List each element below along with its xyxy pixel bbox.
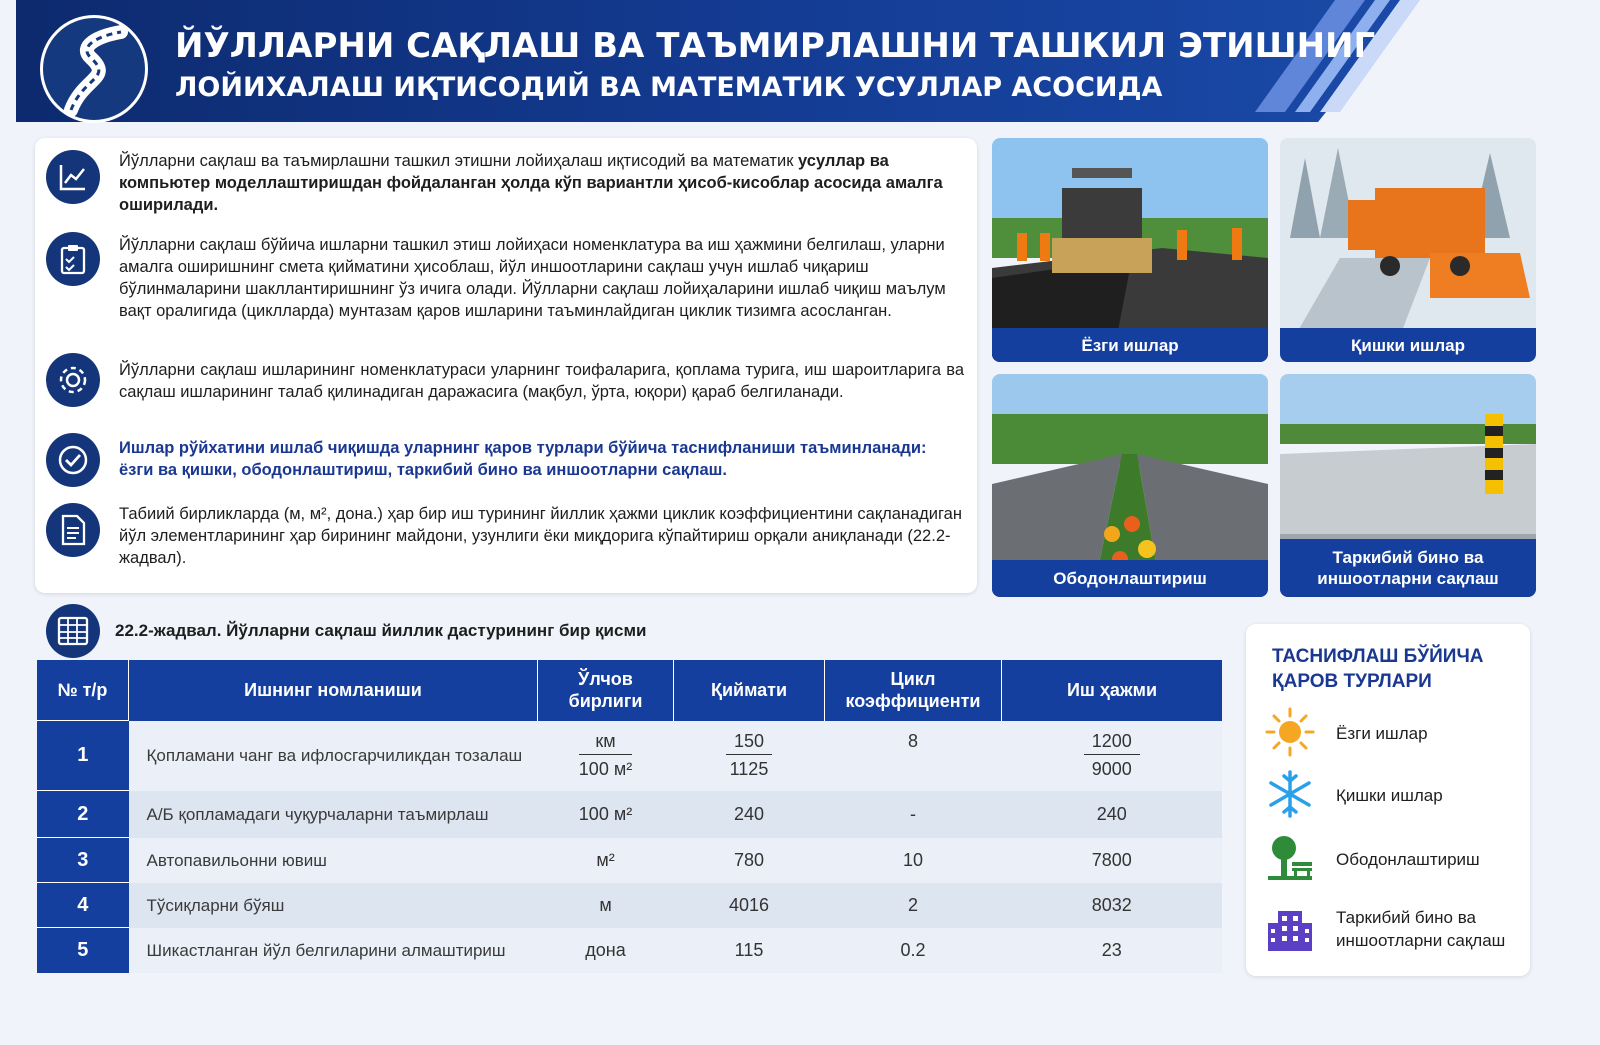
clipboard-check-icon	[46, 232, 100, 286]
volume-top: 1200	[1084, 731, 1140, 755]
row-coef: 8	[825, 721, 1002, 791]
table-row	[37, 721, 1222, 791]
row-unit	[538, 721, 674, 791]
photo-caption-landscaping: Ободонлаштириш	[992, 560, 1268, 597]
legend-item-structures: Таркибий бино ва иншоотларни сақлаш	[1336, 908, 1506, 950]
building-icon	[1264, 903, 1316, 955]
row-unit: м²	[538, 838, 674, 883]
row-unit: 100 м²	[538, 791, 674, 838]
row-volume: 7800	[1002, 838, 1223, 883]
legend-title: ТАСНИФЛАШ БЎЙИЧА ҚАРОВ ТУРЛАРИ	[1272, 646, 1484, 692]
table-row	[37, 838, 1222, 883]
volume-bottom: 9000	[1091, 759, 1132, 779]
col-number: № т/р	[37, 660, 129, 721]
gear-icon	[46, 353, 100, 407]
road-logo-icon	[40, 15, 148, 123]
row-number: 5	[37, 928, 129, 973]
col-value: Қиймати	[674, 660, 825, 721]
asphalt-paver-photo	[992, 138, 1268, 362]
col-work-name: Ишнинг номланиши	[129, 660, 538, 721]
table-row	[37, 883, 1222, 928]
row-coef: 0.2	[825, 928, 1002, 973]
row-volume: 240	[1002, 791, 1223, 838]
legend-item-winter: Қишки ишлар	[1336, 786, 1443, 805]
snow-plow-photo	[1280, 138, 1536, 362]
row-work-name: Қопламани чанг ва ифлосгарчиликдан тозалаш	[129, 721, 538, 791]
row-value: 4016	[674, 883, 825, 928]
table-row	[37, 791, 1222, 838]
row-coef: -	[825, 791, 1002, 838]
photo-caption-summer: Ёзги ишлар	[992, 328, 1268, 362]
row-value: 240	[674, 791, 825, 838]
unit-top: км	[579, 731, 632, 755]
landscaped-median-photo	[992, 374, 1268, 597]
paragraph-1	[119, 150, 964, 216]
table-row	[37, 928, 1222, 973]
col-unit: Ўлчов бирлиги	[538, 660, 674, 721]
col-cycle-coef: Цикл коэффициенти	[825, 660, 1002, 721]
bridge-guardrail-photo	[1280, 374, 1536, 597]
value-bottom: 1125	[729, 759, 769, 779]
row-volume: 8032	[1002, 883, 1223, 928]
row-unit: дона	[538, 928, 674, 973]
document-icon	[46, 503, 100, 557]
value-top: 150	[726, 731, 772, 755]
row-work-name: Автопавильонни ювиш	[129, 838, 538, 883]
unit-bottom: 100 м²	[578, 759, 633, 779]
paragraph-1-normal: Йўлларни сақлаш ва таъмирлашни ташкил этишни лойиҳалаш иқтисодий ва математик	[119, 152, 799, 170]
row-work-name: Шикастланган йўл белгиларини алмаштириш	[129, 928, 538, 973]
photo-caption-winter: Қишки ишлар	[1280, 328, 1536, 362]
paragraph-5: Табиий бирликларда (м, м², дона.) ҳар бир иш турининг йиллик ҳажми циклик коэффициентини сақланадиган йўл элементларининг ҳар бирининг майдони, узунлиги ёки миқдорига кўпайтириш орқали аниқланади (22.2-жадвал).	[119, 505, 962, 567]
row-work-name: Тўсиқларни бўяш	[129, 883, 538, 928]
row-number: 1	[37, 721, 129, 791]
page-title-line1: ЙЎЛЛАРНИ САҚЛАШ ВА ТАЪМИРЛАШНИ ТАШКИЛ ЭТИШНИГ	[175, 26, 1376, 66]
checkmark-circle-icon	[46, 433, 100, 487]
photo-caption-structures: Таркибий бино ва иншоотларни сақлаш	[1280, 539, 1536, 597]
paragraph-4: Ишлар рўйхатини ишлаб чиқишда уларнинг қаров турлари бўйича таснифланиши таъминланади: ёзги ва қишки, ободонлаштириш, таркибий бино ва иншоотларни сақлаш.	[119, 439, 927, 479]
legend-item-summer: Ёзги ишлар	[1336, 724, 1428, 743]
row-unit: м	[538, 883, 674, 928]
row-number: 2	[37, 791, 129, 838]
row-coef: 2	[825, 883, 1002, 928]
classification-legend	[1246, 624, 1530, 976]
maintenance-table	[37, 660, 1222, 973]
tree-bench-icon	[1264, 832, 1316, 884]
row-value: 780	[674, 838, 825, 883]
row-volume	[1002, 721, 1223, 791]
col-work-volume: Иш ҳажми	[1002, 660, 1223, 721]
paragraph-2: Йўлларни сақлаш бўйича ишларни ташкил этиш лойиҳаси номенклатура ва иш ҳажмини белгилаш, уларни амалга оширишнинг смета қийматини ҳисоблаш, йўл иншоотларини сақлаш учун ишлаб чиқариш бўлинмаларини шакллантиришнинг ўз ичига олади. Йўлларни сақлаш лойиҳаларини ишлаб чиқиш маълум вақт оралигида (циклларда) мунтазам қаров ишларини таъминлайдиган циклик тизимга асосланган.	[119, 236, 946, 320]
row-number: 4	[37, 883, 129, 928]
sun-icon	[1264, 706, 1316, 758]
row-coef: 10	[825, 838, 1002, 883]
row-volume: 23	[1002, 928, 1223, 973]
row-value	[674, 721, 825, 791]
paragraph-3: Йўлларни сақлаш ишларининг номенклатураси уларнинг тоифаларига, қоплама турига, иш шароитларига ва сақлаш ишларининг талаб қилинадиган даражасига (мақбул, ўрта, юқори) қараб белгиланади.	[119, 361, 964, 401]
snowflake-icon	[1264, 768, 1316, 820]
chart-line-icon	[46, 150, 100, 204]
table-grid-icon	[46, 604, 100, 658]
page-title-line2: ЛОЙИХАЛАШ ИҚТИСОДИЙ ВА МАТЕМАТИК УСУЛЛАР АСОСИДА	[175, 72, 1163, 103]
paragraph-1-bold: усуллар ва компьютер моделлаштиришдан фойдаланган ҳолда кўп вариантли ҳисоб-кисоблар асосида амалга оширилади.	[119, 152, 943, 214]
row-work-name: А/Б қопламадаги чуқурчаларни таъмирлаш	[129, 791, 538, 838]
row-value: 115	[674, 928, 825, 973]
row-number: 3	[37, 838, 129, 883]
table-title: 22.2-жадвал. Йўлларни сақлаш йиллик дастурининг бир қисми	[115, 621, 647, 640]
legend-item-landscaping: Ободонлаштириш	[1336, 850, 1480, 869]
